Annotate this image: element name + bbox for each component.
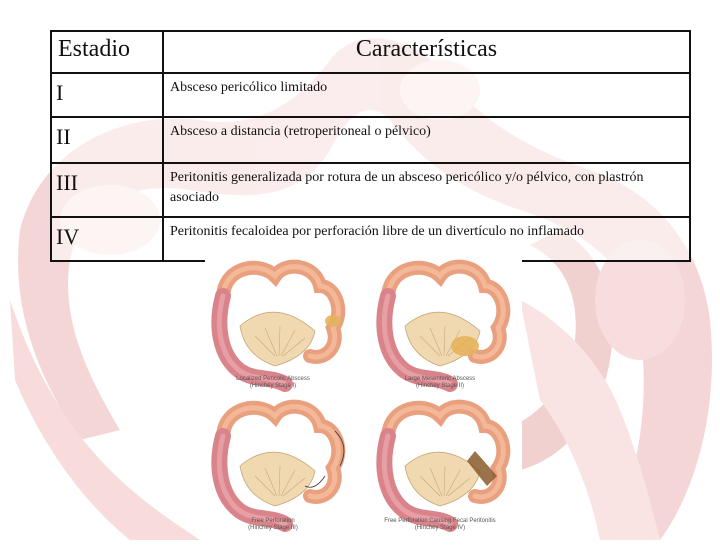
caption-stage-iii: Free Perforation (Hinchey Stage III) bbox=[248, 518, 298, 531]
stage-cell: III bbox=[51, 163, 163, 217]
stage-i-diagram bbox=[219, 267, 338, 384]
table-header-row bbox=[51, 31, 690, 73]
table-row bbox=[51, 117, 690, 163]
stage-cell: IV bbox=[51, 217, 163, 261]
description-cell: Peritonitis fecaloidea por perforación libre de un divertículo no inflamado bbox=[163, 217, 690, 261]
caption-stage-i: Localized Pericolic Abscess (Hinchey Stage I) bbox=[236, 376, 310, 389]
description-cell: Absceso pericólico limitado bbox=[163, 73, 690, 117]
stage-cell: I bbox=[51, 73, 163, 117]
stage-iii-diagram bbox=[219, 407, 338, 524]
header-characteristics: Características bbox=[163, 31, 690, 73]
stage-cell: II bbox=[51, 117, 163, 163]
description-cell: Absceso a distancia (retroperitoneal o pélvico) bbox=[163, 117, 690, 163]
description-cell: Peritonitis generalizada por rotura de un absceso pericólico y/o pélvico, con plastrón asociado bbox=[163, 163, 690, 217]
colon-diagrams bbox=[205, 246, 522, 540]
table-row bbox=[51, 163, 690, 217]
caption-stage-ii: Large Mesenteric Abscess (Hinchey Stage II) bbox=[404, 376, 476, 389]
hinchey-stages-figure bbox=[205, 246, 522, 540]
stage-ii-diagram bbox=[384, 267, 503, 384]
table-row bbox=[51, 73, 690, 117]
header-stage: Estadio bbox=[51, 31, 163, 73]
caption-stage-iv: Free Perforation Causing Fecal Peritonitis (Hinchey Stage IV) bbox=[384, 518, 496, 531]
hinchey-classification-table bbox=[50, 30, 691, 262]
